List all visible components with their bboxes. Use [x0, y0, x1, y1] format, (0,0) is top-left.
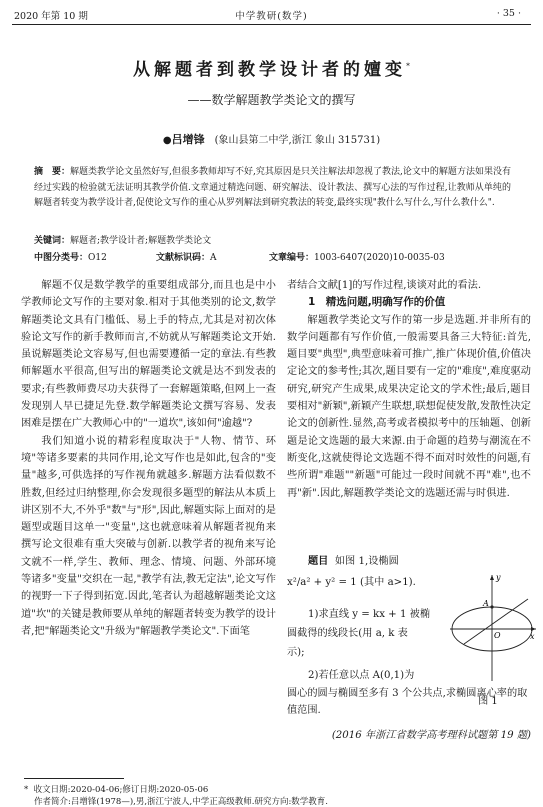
body-paragraph: 者结合文献[1]的写作过程,谈谈对此的看法. — [287, 280, 482, 291]
journal-issue: 2020 年第 10 期 — [14, 11, 88, 22]
figure-caption: 图 1 — [478, 696, 498, 707]
body-paragraph: 我们知道小说的精彩程度取决于"人物、情节、环境"等诸多要素的共同作用,论文写作也是如此,包含的"变量"越多,可供选择的写作视角就越多.解题方法看似数不胜数,但经过归纳整理,你会发现很多题型的解法从本质上讲区别不大,不外乎"数"与"形",因此,解题实际上面对的是题型或题目这单一"变量",这也就意味着从解题者视角来撰写论文很难有重大突破与创新.以教学者的视角来写论文就不一样,学生、教师、理念、情境、问题、外部环境等诸多"变量"交织在一起,"教学有法,教无定法",论文写作的视野一下子得到拓宽.因此,笔者认为超越解题类论文这道"坎"的关键是教师要从单纯的解题者转变为教学的设计者,把"解题类论文"升级为"解题教学类论文".下面笔 — [21, 435, 276, 637]
ellipse-figure — [444, 569, 540, 709]
question-1-line: 1)求直线 y = kx + 1 被椭 — [308, 609, 431, 620]
problem-heading — [308, 552, 399, 567]
author-name: 吕增锋 — [171, 133, 205, 146]
bullet-icon: ● — [162, 135, 172, 146]
clc-label: 中图分类号： — [34, 253, 89, 263]
problem-equation: x²/a² + y² = 1 (其中 a>1). — [287, 577, 416, 588]
doc-code-value: A — [210, 253, 217, 263]
left-column — [21, 277, 276, 640]
header-rule — [12, 24, 531, 25]
problem-source: (2016 年浙江省数学高考理科试题第 19 题) — [331, 730, 531, 741]
right-column — [287, 277, 531, 502]
paper-subtitle: ——数学解题教学类论文的撰写 — [187, 93, 356, 107]
problem-line: 如图 1,设椭圆 — [334, 556, 399, 567]
footnote-bio: 作者简介:吕增锋(1978—),男,浙江宁波人,中学正高级教师.研究方向:数学教育. — [34, 797, 329, 807]
body-paragraph: 解题教学类论文写作的第一步是选题.并非所有的数学问题都有写作价值,一般需要具备三大特征:首先,题目要"典型",典型意味着可推广,推广体现价值,价值决定论文的参考性;其次,题目要有一定的"难度",难度驱动研究,研究产生成果,成果决定论文的学术性;最后,题目要相对"新颖",新颖产生联想,联想促使发散,发散性决定论文的创新性.显然,高考或者模拟考中的压轴题、创新题是论文选题的最大来源.由于命题的趋势与潮流在不断变化,这就使得论文选题不得不面对时效性的问题,有些所谓"难题""新题"可能过一段时间就不再"难",也不再"新".因此,解题教学类论文的选题还需与时俱进. — [287, 314, 531, 499]
clc-value: O12 — [88, 253, 107, 263]
paper-title-text: 从解题者到教学设计者的嬗变 — [133, 60, 406, 80]
question-1-line: 示); — [287, 647, 305, 658]
footnote-dates — [24, 783, 208, 795]
section-heading: 1 精选问题,明确写作的价值 — [308, 296, 446, 309]
footnote-rule — [24, 778, 124, 779]
problem-label: 题目 — [308, 556, 329, 567]
question-1-line: 圆截得的线段长(用 a, k 表 — [287, 628, 408, 639]
page-number: · 35 · — [496, 8, 521, 19]
abstract-text: 解题类教学论文虽然好写,但很多教师却写不好,究其原因是只关注解法却忽视了教法,论文中的解题方法如果没有经过实践的检验就无法证明其教学价值.文章通过精选问题、研究解法、设计教法、撰写心法的写作过程,让教师从单纯的解题者转变为教学设计者,促使论文写作的重心从罗列解法到研究教法的转变,最终实现"教什么写什么,写什么教什么". — [34, 167, 511, 208]
abstract-label: 摘 要： — [34, 167, 71, 177]
article-number-field — [269, 250, 445, 263]
clc-field — [34, 250, 107, 263]
article-number-value: 1003-6407(2020)10-0035-03 — [314, 253, 445, 263]
article-number-label: 文章编号： — [269, 253, 315, 263]
footnote-mark: * — [24, 785, 29, 795]
keywords-label: 关键词： — [34, 236, 71, 246]
abstract — [34, 165, 511, 212]
question-2-line: 2)若任意以点 A(0,1)为 — [308, 670, 415, 681]
point-a-label: A — [483, 599, 489, 608]
author-affiliation: (象山县第二中学,浙江 象山 315731) — [214, 135, 381, 146]
keywords-text: 解题者;教学设计者;解题教学类论文 — [70, 236, 212, 246]
body-paragraph: 解题不仅是数学教学的重要组成部分,而且也是中小学教师论文写作的主要对象.相对于其他类别的论文,数学解题类论文具有门槛低、易上手的特点,尤其是对初次体验论文写作的新手教师而言,不妨就从写解题类论文开始.虽说解题类论文容易写,但也需要遵循一定的章法.有些教师解题水平很高,但写出的解题类论文就是达不到发表的要求;有些教师费尽功夫获得了一套解题策略,但网上一查发现别人早已捷足先登.数学解题类论文撰写容易、发表困难是摆在广大教师心中的"一道坎",该如何"逾越"? — [21, 280, 276, 430]
footnote-dates-text: 收文日期:2020-04-06;修订日期:2020-05-06 — [33, 785, 209, 795]
point-a — [490, 605, 493, 608]
keywords — [34, 233, 511, 246]
paper-title — [0, 55, 543, 80]
author-line — [0, 131, 543, 147]
y-axis-label: y — [496, 573, 501, 582]
doc-code-label: 文献标识码： — [156, 253, 211, 263]
y-axis-arrow-icon — [490, 575, 494, 580]
doc-code-field — [156, 250, 217, 263]
journal-name: 中学教研(数学) — [235, 11, 308, 22]
question-2-text: 圆心的圆与椭圆至多有 3 个公共点,求椭圆离心率的取值范围. — [287, 688, 528, 717]
title-footnote-mark: * — [406, 61, 410, 71]
origin-label: O — [494, 631, 501, 640]
x-axis-label: x — [530, 632, 535, 641]
